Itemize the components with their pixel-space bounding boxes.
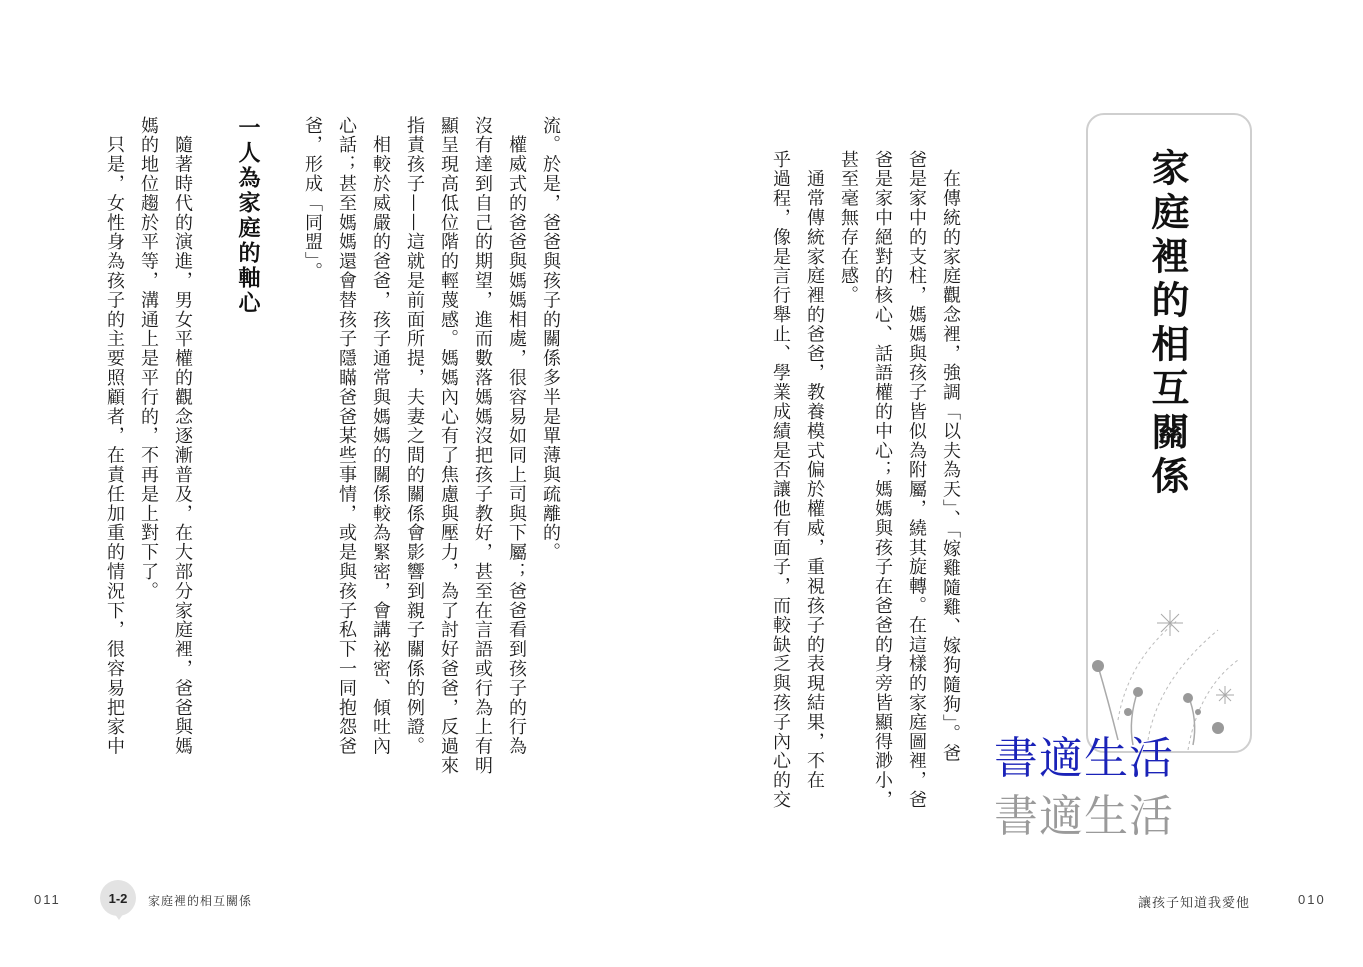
left-paragraph-2: [97, 116, 199, 756]
chapter-title: 家庭裡的相互關係: [1145, 148, 1190, 500]
text-line: 爸是家中絕對的核心、話語權的中心；媽媽與孩子在爸爸的身旁皆顯得渺小，: [872, 150, 893, 810]
left-paragraph-1: [295, 116, 567, 776]
text-line: 通常傳統家庭裡的爸爸，教養模式偏於權威，重視孩子的表現結果，不在: [804, 150, 825, 791]
right-paragraph-1: [763, 150, 967, 810]
page-number-right: 010: [1298, 892, 1326, 907]
text-line: 爸是家中的支柱，媽媽與孩子皆似為附屬，繞其旋轉。在這樣的家庭圖裡，爸: [906, 150, 927, 810]
footer-book-title: 讓孩子知道我愛他: [1138, 896, 1251, 911]
text-line: 顯呈現高低位階的輕蔑感。媽媽內心有了焦慮與壓力，為了討好爸爸，反過來: [438, 116, 459, 776]
page-number-left: 011: [34, 892, 61, 907]
footer-chapter-title: 家庭裡的相互關係: [148, 894, 253, 908]
chapter-number: 1-2: [108, 891, 128, 906]
watermark-blue: 書適生活: [994, 733, 1174, 784]
text-line: 流。於是，爸爸與孩子的關係多半是單薄與疏離的。: [540, 116, 561, 563]
section-heading: 一人為家庭的軸心: [235, 116, 260, 316]
text-line: 權威式的爸爸與媽媽相處，很容易如同上司與下屬；爸爸看到孩子的行為: [506, 116, 527, 757]
text-line: 指責孩子——這就是前面所提，夫妻之間的關係會影響到親子關係的例證。: [404, 116, 425, 757]
text-line: 沒有達到自己的期望，進而數落媽媽沒把孩子教好，甚至在言語或行為上有明: [472, 116, 493, 776]
text-line: 甚至毫無存在感。: [838, 150, 859, 306]
chapter-badge-tail: [112, 910, 126, 920]
text-line: 媽的地位趨於平等，溝通上是平行的，不再是上對下了。: [138, 116, 159, 601]
text-line: 只是，女性身為孩子的主要照顧者，在責任加重的情況下，很容易把家中: [104, 116, 125, 757]
text-line: 相較於威嚴的爸爸，孩子通常與媽媽的關係較為緊密，會講祕密、傾吐內: [370, 116, 391, 757]
text-line: 心話；甚至媽媽還會替孩子隱瞞爸爸某些事情，或是與孩子私下一同抱怨爸: [336, 116, 357, 757]
text-line: 隨著時代的演進，男女平權的觀念逐漸普及，在大部分家庭裡，爸爸與媽: [172, 116, 193, 757]
text-line: 乎過程，像是言行舉止、學業成績是否讓他有面子，而較缺乏與孩子內心的交: [770, 150, 791, 810]
text-line: 在傳統的家庭觀念裡，強調「以夫為天」、「嫁雞隨雞、嫁狗隨狗」。爸: [940, 150, 961, 764]
text-line: 爸，形成「同盟」。: [302, 116, 323, 282]
watermark-gray: 書適生活: [994, 791, 1174, 842]
